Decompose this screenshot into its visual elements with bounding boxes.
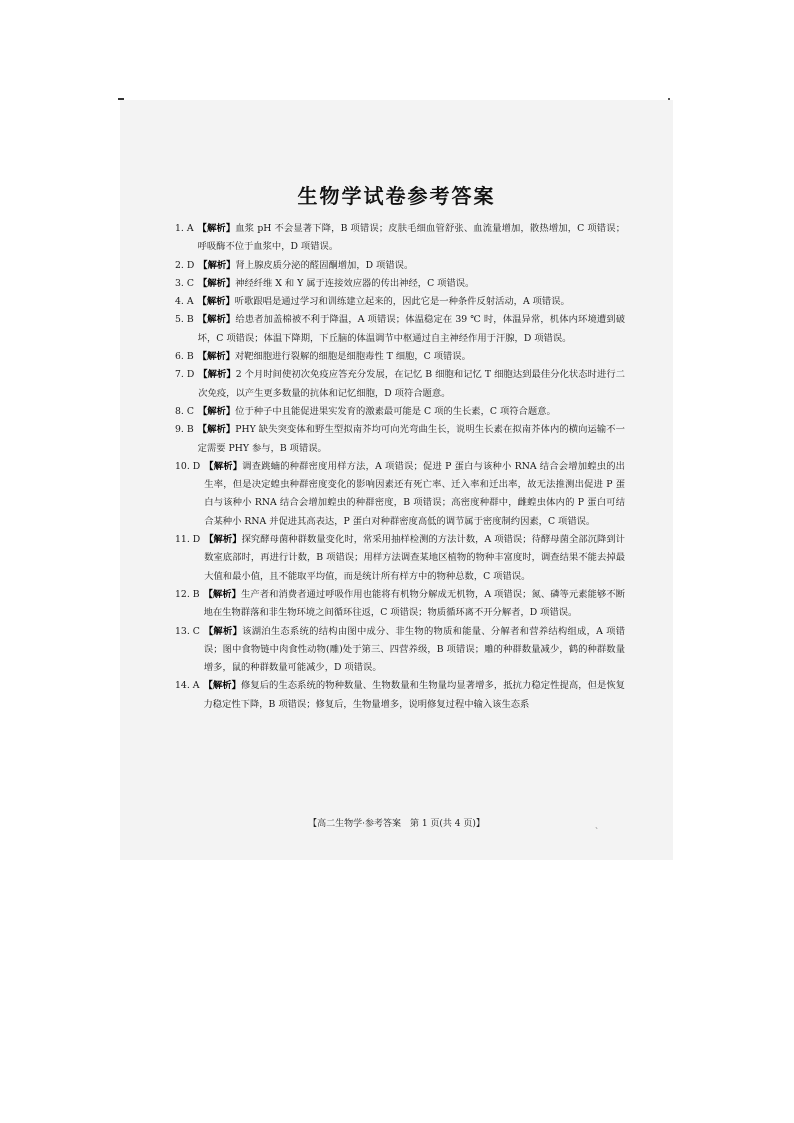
answer-number: 11. D — [175, 534, 201, 546]
answer-text: 神经纤维 X 和 Y 属于连接效应器的传出神经，C 项错误。 — [235, 277, 475, 289]
answer-body — [198, 366, 625, 403]
answer-body — [198, 293, 625, 311]
answer-text: 给患者加盖棉被不利于降温，A 项错误；体温稳定在 39 ℃ 时，体温异常，机体内环境遭到破坏，C 项错误；体温下降期，下丘脑的体温调节中枢通过自主神经作用于汗腺，D 项错误。 — [197, 314, 625, 344]
answer-number: 9. B — [175, 424, 194, 436]
answer-item — [175, 586, 625, 623]
answer-text: PHY 缺失突变体和野生型拟南芥均可向光弯曲生长，说明生长素在拟南芥体内的横向运输不一定需要 PHY 参与，B 项错误。 — [197, 424, 625, 454]
analysis-tag: 【解析】 — [197, 223, 236, 234]
answer-number: 3. C — [175, 277, 194, 289]
answer-body — [198, 275, 625, 293]
answer-text: 位于种子中且能促进果实发育的激素最可能是 C 项的生长素，C 项符合题意。 — [235, 405, 556, 417]
answer-body — [204, 458, 625, 531]
answer-number: 5. B — [175, 314, 194, 326]
answer-text: 血浆 pH 不会显著下降，B 项错误；皮肤毛细血管舒张、血流量增加，散热增加，C 项错误；呼吸酶不位于血浆中，D 项错误。 — [197, 223, 625, 253]
analysis-tag: 【解析】 — [198, 369, 236, 381]
answer-number: 10. D — [175, 460, 201, 472]
answer-body — [198, 311, 625, 348]
answer-item — [175, 311, 625, 348]
answer-body — [204, 586, 625, 623]
answer-body — [198, 421, 625, 458]
page-title: 生物学试卷参考答案 — [297, 184, 496, 208]
answer-number: 7. D — [175, 369, 195, 381]
answer-number: 4. A — [175, 296, 194, 308]
answer-number: 13. C — [175, 625, 200, 637]
answer-item — [175, 623, 625, 678]
answer-item — [175, 275, 625, 293]
analysis-tag: 【解析】 — [198, 259, 236, 271]
answer-item — [175, 366, 625, 403]
answer-body — [204, 531, 625, 586]
answer-text: 调查跳蝻的种群密度用样方法，A 项错误；促进 P 蛋白与该种小 RNA 结合会增加蝗虫的出生率，但是决定蝗虫种群密度变化的影响因素还有死亡率、迁入率和迁出率，故无法推测出促进 P 蛋白与该种小 RNA 结合会增加蝗虫的种群密度，B 项错误；高密度种群中，雌蝗虫体内的 P 蛋白可结合某种小 RNA 并促进其高表达，P 蛋白对种群密度高低的调节属于密度制约因素，C 项错误。 — [204, 460, 625, 527]
answer-text: 探究酵母菌种群数量变化时，常采用抽样检测的方法计数，A 项错误；待酵母菌全部沉降到计数室底部时，再进行计数，B 项错误；用样方法调查某地区植物的物种丰富度时，调查结果不能去掉最大值和最小值，且不能取平均值，而是统计所有样方中的物种总数，C 项错误。 — [204, 534, 625, 582]
answer-item — [175, 257, 625, 275]
answer-body — [198, 403, 625, 421]
answer-number: 1. A — [175, 223, 194, 234]
analysis-tag: 【解析】 — [203, 625, 243, 637]
answer-item — [175, 348, 625, 366]
footer-mark: 、 — [595, 821, 603, 830]
answer-text: 听歌跟唱是通过学习和训练建立起来的，因此它是一种条件反射活动，A 项错误。 — [234, 296, 570, 308]
analysis-tag: 【解析】 — [197, 314, 236, 326]
analysis-tag: 【解析】 — [197, 405, 236, 417]
answer-list — [175, 220, 625, 714]
answer-number: 6. B — [175, 351, 194, 363]
answer-body — [198, 257, 625, 275]
answer-item — [175, 458, 625, 531]
analysis-tag: 【解析】 — [197, 296, 235, 308]
analysis-tag: 【解析】 — [197, 424, 236, 436]
answer-number: 12. B — [175, 588, 200, 600]
answer-item — [175, 677, 625, 714]
analysis-tag: 【解析】 — [204, 460, 243, 472]
answer-number: 8. C — [175, 405, 194, 417]
answer-item — [175, 403, 625, 421]
answer-body — [204, 623, 625, 678]
answer-text: 该湖泊生态系统的结构由图中成分、非生物的物质和能量、分解者和营养结构组成，A 项错误；图中食物链中肉食性动物(雕)处于第三、四营养级，B 项错误；雕的种群数量减少，鹤的种群数量增多，鼠的种群数量可能减少，D 项错误。 — [203, 625, 625, 674]
answer-body — [203, 677, 625, 714]
analysis-tag: 【解析】 — [204, 534, 242, 546]
answer-number: 14. A — [175, 680, 200, 692]
answer-item — [175, 531, 625, 586]
answer-item — [175, 293, 625, 311]
analysis-tag: 【解析】 — [203, 680, 241, 692]
answer-text: 生产者和消费者通过呼吸作用也能将有机物分解成无机物，A 项错误；氮、磷等元素能够不断地在生物群落和非生物环境之间循环往返，C 项错误；物质循环离不开分解者，D 项错误。 — [203, 588, 625, 619]
answer-body — [198, 220, 625, 257]
answer-item — [175, 220, 625, 257]
page-footer: 【高二生物学·参考答案 第 1 页(共 4 页)】 — [308, 819, 485, 829]
answer-text: 修复后的生态系统的物种数量、生物数量和生物量均显著增多，抵抗力稳定性提高，但是恢复力稳定性下降，B 项错误；修复后，生物量增多，说明修复过程中输入该生态系 — [203, 680, 625, 710]
answer-text: 2 个月时间使初次免疫应答充分发展，在记忆 B 细胞和记忆 T 细胞达到最佳分化状态时进行二次免疫，以产生更多数量的抗体和记忆细胞，D 项符合题意。 — [198, 369, 625, 399]
answer-number: 2. D — [175, 259, 195, 271]
analysis-tag: 【解析】 — [203, 588, 242, 600]
answer-text: 对靶细胞进行裂解的细胞是细胞毒性 T 细胞，C 项错误。 — [234, 351, 471, 363]
answer-body — [198, 348, 625, 366]
answer-text: 肾上腺皮质分泌的醛固酮增加，D 项错误。 — [235, 259, 414, 271]
answer-item — [175, 421, 625, 458]
analysis-tag: 【解析】 — [197, 277, 236, 289]
analysis-tag: 【解析】 — [197, 351, 235, 363]
answer-sheet-page — [120, 100, 673, 860]
